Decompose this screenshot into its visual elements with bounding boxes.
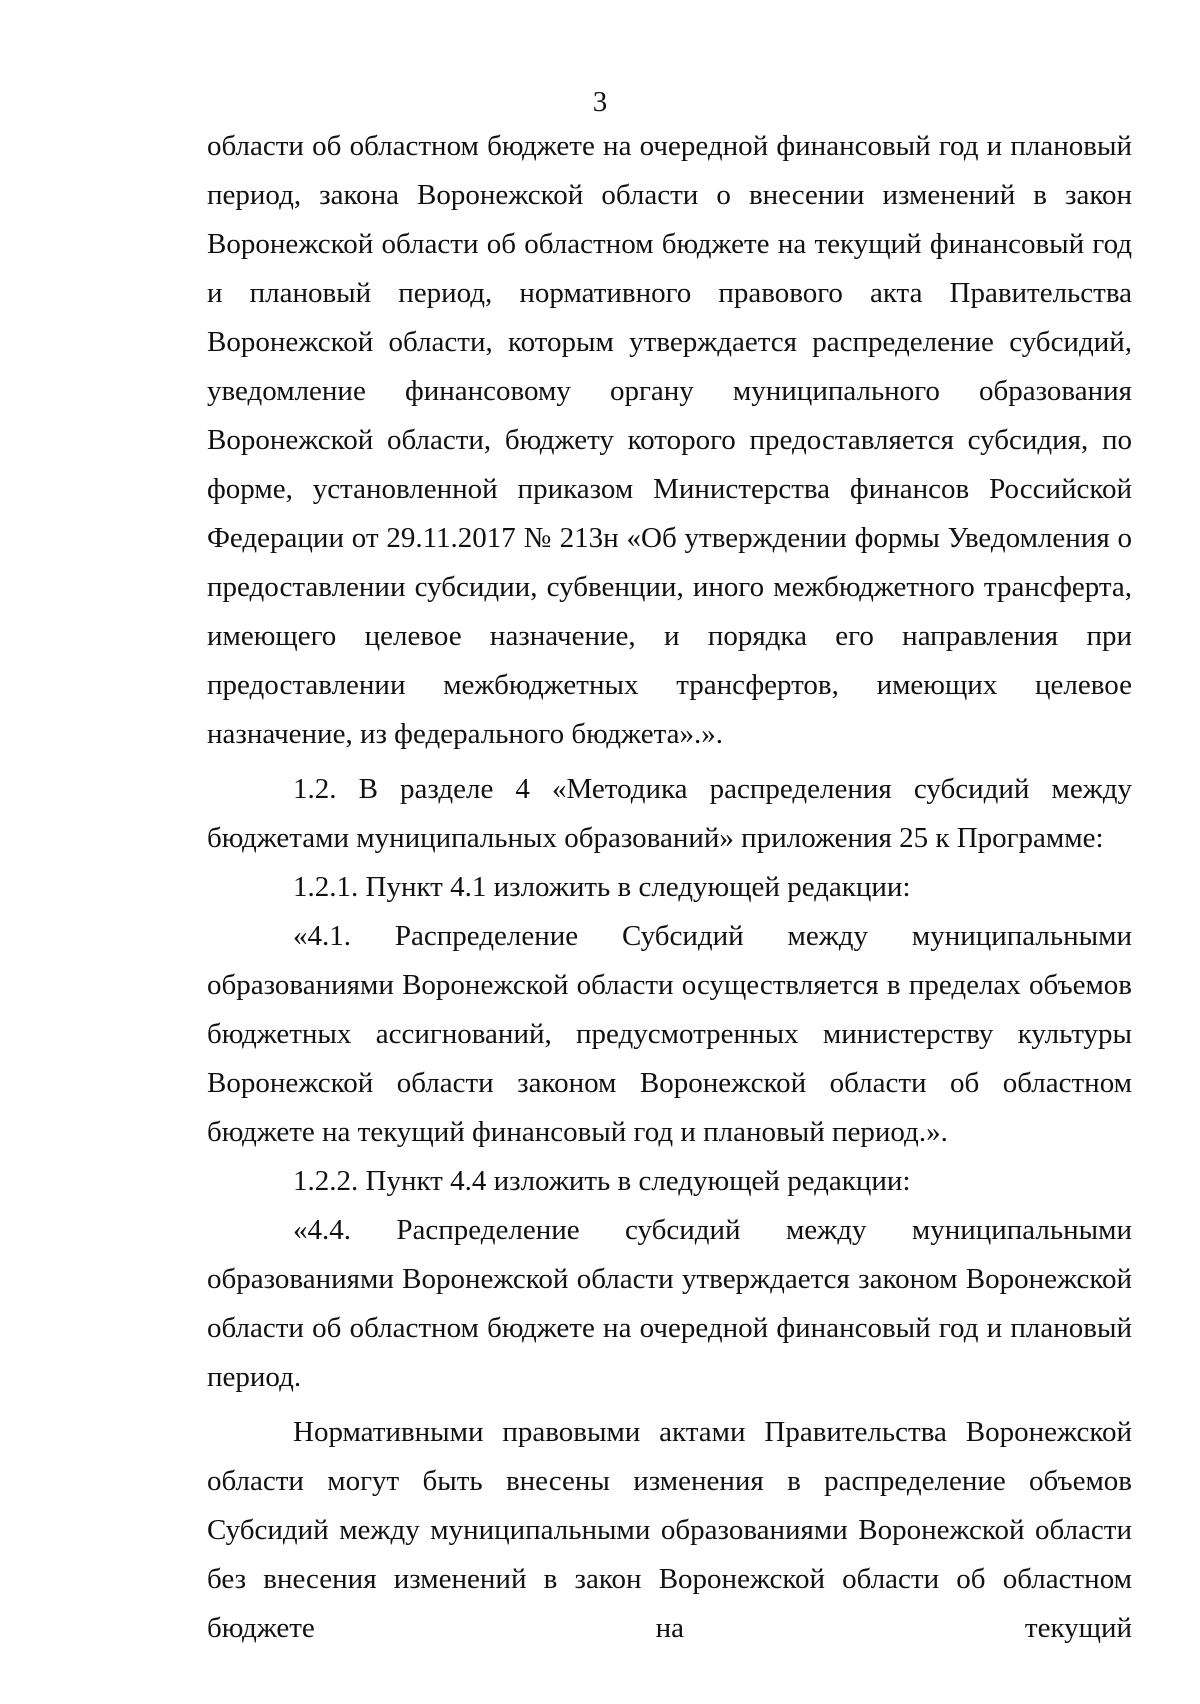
- paragraph-continuation: области об областном бюджете на очередной финансовый год и плановый период, закона Воронежской области о внесении изменений в закон Воронежской области об областном бюджете на текущий финансовый год и плановый период, нормативного правового акта Правительства Воронежской области, которым утверждается распределение субсидий, уведомление финансовому органу муниципального образования Воронежской области, бюджету которого предоставляется субсидия, по форме, установленной приказом Министерства финансов Российской Федерации от 29.11.2017 № 213н «Об утверждении формы Уведомления о предоставлении субсидии, субвенции, иного межбюджетного трансферта, имеющего целевое назначение, и порядка его направления при предоставлении межбюджетных трансфертов, имеющих целевое назначение, из федерального бюджета».».: [207, 130, 1132, 750]
- document-body: [207, 122, 1132, 1653]
- paragraph-item-1-2-2: 1.2.2. Пункт 4.4 изложить в следующей редакции:: [293, 1165, 911, 1197]
- paragraph-clause-4-1: «4.1. Распределение Субсидий между муниципальными образованиями Воронежской области осуществляется в пределах объемов бюджетных ассигнований, предусмотренных министерству культуры Воронежской области законом Воронежской области об областном бюджете на текущий финансовый год и плановый период.».: [207, 920, 1132, 1148]
- page-number: 3: [592, 86, 608, 118]
- paragraph-section-1-2: 1.2. В разделе 4 «Методика распределения субсидий между бюджетами муниципальных образований» приложения 25 к Программе:: [207, 773, 1132, 854]
- paragraph-normative-acts: Нормативными правовыми актами Правительства Воронежской области могут быть внесены изменения в распределение объемов Субсидий между муниципальными образованиями Воронежской области без внесения изменений в закон Воронежской области об областном бюджете на текущий: [207, 1416, 1132, 1644]
- paragraph-item-1-2-1: 1.2.1. Пункт 4.1 изложить в следующей редакции:: [293, 871, 911, 903]
- paragraph-clause-4-4: «4.4. Распределение субсидий между муниципальными образованиями Воронежской области утверждается законом Воронежской области об областном бюджете на очередной финансовый год и плановый период.: [207, 1214, 1132, 1393]
